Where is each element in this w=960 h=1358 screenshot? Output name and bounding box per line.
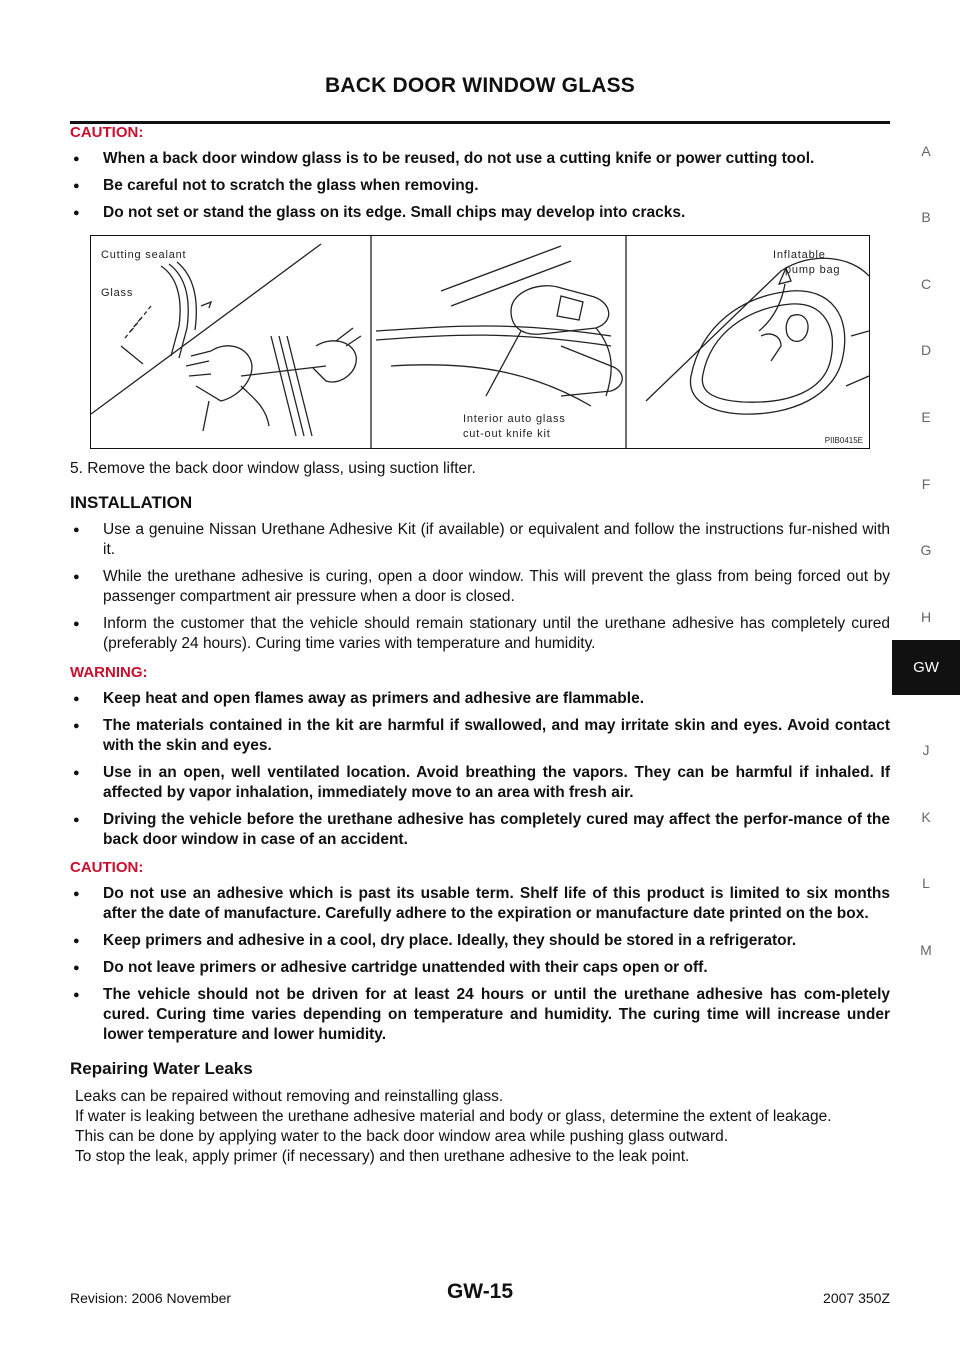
water-leaks-heading: Repairing Water Leaks <box>70 1059 253 1078</box>
label-knife-kit-line1: Interior auto glass <box>463 413 566 425</box>
step-5: 5. Remove the back door window glass, using suction lifter. <box>70 460 476 477</box>
paragraph: To stop the leak, apply primer (if necessary) and then urethane adhesive to the leak point. <box>75 1148 690 1165</box>
paragraph: This can be done by applying water to the back door window area while pushing glass outward. <box>75 1128 729 1145</box>
list-item: ● Inform the customer that the vehicle should remain stationary until the urethane adhesive has completely cured (preferably 24 hours). Curing time varies with temperature and humidity. <box>70 614 890 654</box>
section-tab-e[interactable]: E <box>921 409 931 425</box>
list-item: ● Do not set or stand the glass on its edge. Small chips may develop into cracks. <box>70 203 890 223</box>
caution-label: CAUTION: <box>70 124 144 141</box>
list-item: ● When a back door window glass is to be reused, do not use a cutting knife or power cutting tool. <box>70 149 890 169</box>
paragraph: If water is leaking between the urethane adhesive material and body or glass, determine the extent of leakage. <box>75 1108 832 1125</box>
section-tab-b[interactable]: B <box>921 209 931 225</box>
section-tab-m[interactable]: M <box>920 942 932 958</box>
footer-revision: Revision: 2006 November <box>70 1290 232 1306</box>
label-pump-bag-line1: Inflatable <box>773 249 826 261</box>
list-item: ● Use in an open, well ventilated location. Avoid breathing the vapors. They can be harmful if inhaled. If affected by vapor inhalation, immediately move to an area with fresh air. <box>70 763 890 803</box>
list-item: ● The vehicle should not be driven for at least 24 hours or until the urethane adhesive has com-pletely cured. Curing time varies depending on temperature and humidity. The curing time will increase under lower temperature and lower humidity. <box>70 985 890 1045</box>
list-item: ● Do not use an adhesive which is past its usable term. Shelf life of this product is limited to six months after the date of manufacture. Carefully adhere to the expiration or manufacture date printed on the box. <box>70 884 890 924</box>
list-item: ● While the urethane adhesive is curing, open a door window. This will prevent the glass from being forced out by passenger compartment air pressure when a door is closed. <box>70 567 890 607</box>
installation-list <box>70 520 890 654</box>
list-item: ● The materials contained in the kit are harmful if swallowed, and may irritate skin and eyes. Avoid contact with the skin and eyes. <box>70 716 890 756</box>
section-tab-g[interactable]: G <box>920 542 932 558</box>
section-tab-k[interactable]: K <box>921 809 931 825</box>
label-glass: Glass <box>101 287 134 299</box>
caution-label: CAUTION: <box>70 859 144 876</box>
label-cutting-sealant: Cutting sealant <box>101 249 187 261</box>
warning-list <box>70 689 890 850</box>
label-pump-bag-line2: pump bag <box>785 264 841 276</box>
section-tab-c[interactable]: C <box>920 276 932 292</box>
glass-removal-figure <box>90 235 870 449</box>
list-item: ● Use a genuine Nissan Urethane Adhesive Kit (if available) or equivalent and follow the instructions fur-nished with it. <box>70 520 890 560</box>
list-item: ● Keep heat and open flames away as primers and adhesive are flammable. <box>70 689 890 709</box>
page-number: GW-15 <box>446 1280 514 1303</box>
section-tab-l[interactable]: L <box>922 875 930 891</box>
installation-heading: INSTALLATION <box>70 493 193 512</box>
caution-list-2 <box>70 884 890 1045</box>
list-item: ● Be careful not to scratch the glass when removing. <box>70 176 890 196</box>
caution-list <box>70 149 890 223</box>
section-tab-d[interactable]: D <box>920 342 932 358</box>
warning-label: WARNING: <box>70 664 148 681</box>
list-item: ● Keep primers and adhesive in a cool, dry place. Ideally, they should be stored in a refrigerator. <box>70 931 890 951</box>
list-item: ● Driving the vehicle before the urethane adhesive has completely cured may affect the perfor-mance of the back door window in case of an accident. <box>70 810 890 850</box>
paragraph: Leaks can be repaired without removing and reinstalling glass. <box>75 1088 504 1105</box>
figure-code: PIIB0415E <box>824 436 863 445</box>
section-tab-j[interactable]: J <box>922 742 930 758</box>
page-title: BACK DOOR WINDOW GLASS <box>324 74 636 97</box>
label-knife-kit-line2: cut-out knife kit <box>463 428 551 440</box>
section-tab-gw[interactable]: GW <box>892 640 960 695</box>
list-item: ● Do not leave primers or adhesive cartridge unattended with their caps open or off. <box>70 958 890 978</box>
section-tab-h[interactable]: H <box>920 609 932 625</box>
section-tab-a[interactable]: A <box>921 143 931 159</box>
section-tab-f[interactable]: F <box>921 476 931 492</box>
page-content <box>70 124 890 1167</box>
footer-model: 2007 350Z <box>823 1290 890 1306</box>
